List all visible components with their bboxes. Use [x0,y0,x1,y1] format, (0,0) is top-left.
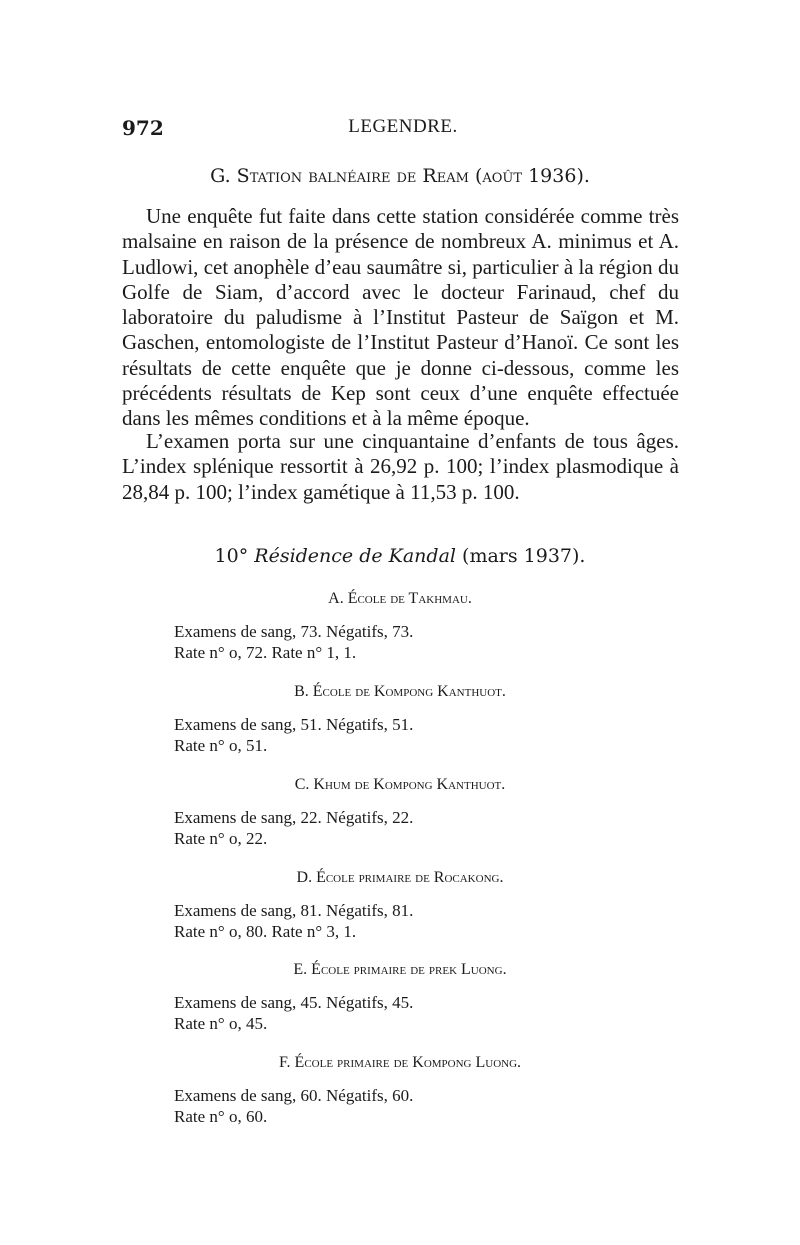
spleen-rate-line: Rate n° o, 72. Rate n° 1, 1. [174,643,357,662]
blood-exam-line: Examens de sang, 51. Négatifs, 51. [174,715,414,734]
page-number: 972 [122,116,164,140]
blood-exam-line: Examens de sang, 45. Négatifs, 45. [174,993,414,1012]
school-results [174,807,413,849]
blood-exam-line: Examens de sang, 73. Négatifs, 73. [174,622,414,641]
spleen-rate-line: Rate n° o, 45. [174,1014,268,1033]
school-heading: A. École de Takhmau. [328,590,472,607]
school-results [174,900,413,942]
spleen-rate-line: Rate n° o, 51. [174,736,268,755]
blood-exam-line: Examens de sang, 81. Négatifs, 81. [174,901,414,920]
school-heading: F. École primaire de Kompong Luong. [278,1054,522,1071]
school-heading: D. École primaire de Rocakong. [296,869,504,886]
running-head [122,116,684,146]
blood-exam-line: Examens de sang, 60. Négatifs, 60. [174,1086,414,1105]
residence-heading [0,545,800,567]
school-heading: E. École primaire de prek Luong. [293,961,507,978]
section-g-heading: G. Station balnéaire de Ream (août 1936). [210,165,590,187]
paragraph-indices: L’examen porta sur une cinquantaine d’enfants de tous âges. L’index splénique ressortit à 26,92 p. 100; l’index plasmodique à 28,84 p. 100; l’index gamétique à 11,53 p. 100. [122,429,679,504]
spleen-rate-line: Rate n° o, 80. Rate n° 3, 1. [174,922,357,941]
school-results [174,992,413,1034]
school-results [174,1085,413,1127]
spleen-rate-line: Rate n° o, 60. [174,1107,268,1126]
school-results [174,714,413,756]
residence-date: (mars 1937). [462,545,586,567]
spleen-rate-line: Rate n° o, 22. [174,829,268,848]
school-results [174,621,413,663]
blood-exam-line: Examens de sang, 22. Négatifs, 22. [174,808,414,827]
paragraph-ream-survey: Une enquête fut faite dans cette station considérée comme très malsaine en raison de la présence de nombreux A. minimus et A. Ludlowi, cet anophèle d’eau saumâtre si, particulier à la région du Golfe de Siam, d’accord avec le docteur Farinaud, chef du laboratoire du paludisme à l’Institut Pasteur de Saïgon et M. Gaschen, entomologiste de l’Institut Pasteur d’Hanoï. Ce sont les résultats de cette enquête que je donne ci-dessous, comme les précédents résultats de Kep sont ceux d’une enquête effectuée dans les mêmes conditions et à la même époque. [122,204,679,431]
residence-title: Résidence de Kandal [254,545,456,567]
school-heading: C. Khum de Kompong Kanthuot. [294,776,506,793]
school-heading: B. École de Kompong Kanthuot. [294,683,506,700]
running-title: LEGENDRE. [348,116,458,137]
residence-number: 10° [214,545,249,567]
